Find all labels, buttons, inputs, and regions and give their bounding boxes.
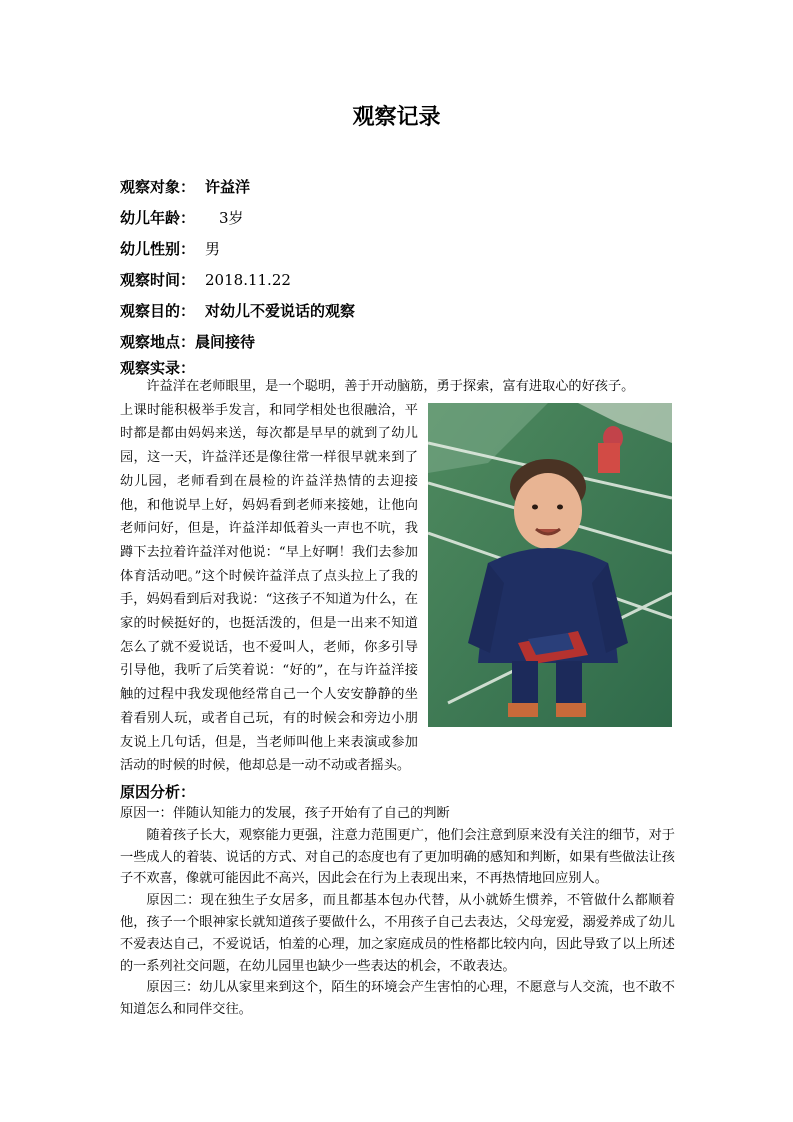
record-text bbox=[120, 375, 672, 778]
field-gender bbox=[120, 238, 220, 259]
page-title: 观察记录 bbox=[352, 105, 441, 130]
field-value: 许益洋 bbox=[205, 178, 251, 196]
child-photo bbox=[428, 403, 672, 727]
field-value: 3岁 bbox=[219, 209, 244, 227]
field-subject bbox=[120, 176, 250, 197]
reason3: 原因三：幼儿从家里来到这个，陌生的环境会产生害怕的心理，不愿意与人交流，也不敢不知道怎么和同伴交往。 bbox=[120, 980, 675, 1018]
child-photo-illustration bbox=[428, 403, 672, 727]
field-time bbox=[120, 269, 291, 290]
analysis-text bbox=[120, 803, 675, 1021]
field-purpose bbox=[120, 300, 355, 321]
reason1-title: 原因一：伴随认知能力的发展，孩子开始有了自己的判断 bbox=[120, 806, 450, 821]
reason2: 原因二：现在独生子女居多，而且都基本包办代替，从小就娇生惯养，不管做什么都顺着他，孩子一个眼神家长就知道孩子要做什么，不用孩子自己去表达，父母宠爱，溺爱养成了幼儿不爱表达自己，不爱说话，怕羞的心理，加之家庭成员的性格都比较内向，因此导致了以上所述的一系列社交问题，在幼儿园里也缺少一些表达的机会，不敢表达。 bbox=[120, 893, 675, 974]
field-label: 观察目的： bbox=[120, 302, 196, 320]
record-first-line: 许益洋在老师眼里，是一个聪明，善于开动脑筋，勇于探索，富有进取心的好孩子。 bbox=[146, 379, 635, 394]
field-value: 2018.11.22 bbox=[205, 271, 291, 289]
reason1-body: 随着孩子长大，观察能力更强，注意力范围更广，他们会注意到原来没有关注的细节，对于一些成人的着装、说话的方式、对自己的态度也有了更加明确的感知和判断，如果有些做法让孩子不欢喜，像就可能因此不高兴，因此会在行为上表现出来，不再热情地回应别人。 bbox=[120, 827, 675, 887]
field-label: 幼儿年龄： bbox=[120, 209, 196, 227]
field-label: 观察地点： bbox=[120, 333, 196, 351]
field-label: 观察时间： bbox=[120, 271, 196, 289]
record-heading: 观察实录： bbox=[120, 359, 196, 377]
field-value: 男 bbox=[205, 240, 221, 258]
field-value: 对幼儿不爱说话的观察 bbox=[205, 302, 356, 320]
field-label: 观察对象： bbox=[120, 178, 196, 196]
analysis-heading: 原因分析： bbox=[120, 783, 196, 801]
record-body: 上课时能积极举手发言，和同学相处也很融洽，平时都是都由妈妈来送，每次都是早早的就到了幼儿园，这一天，许益洋还是像往常一样很早就来到了幼儿园，老师看到在晨检的许益洋热情的去迎接他，和他说早上好，妈妈看到老师来接她，让他向老师问好，但是，许益洋却低着头一声也不吭，我蹲下去拉着许益洋对他说：“早上好啊！我们去参加体育活动吧。”这个时候许益洋点了点头拉上了我的手，妈妈看到后对我说：“这孩子不知道为什么，在家的时候挺好的，也挺活泼的，但是一出来不知道怎么了就不爱说话，也不爱叫人，老师，你多引导引导他，我听了后笑着说：“好的”，在与许益洋接触的过程中我发现他经常自己一个人安安静静的坐着看别人玩，或者自己玩，有的时候会和旁边小朋友说上几句话，但是，当老师叫他上来表演或参加活动的时候的时候，他却总是一动不动或者摇头。 bbox=[120, 402, 418, 774]
field-value: 晨间接待 bbox=[195, 333, 256, 351]
field-place bbox=[120, 331, 255, 352]
field-label: 幼儿性别： bbox=[120, 240, 196, 258]
field-age bbox=[120, 207, 244, 228]
